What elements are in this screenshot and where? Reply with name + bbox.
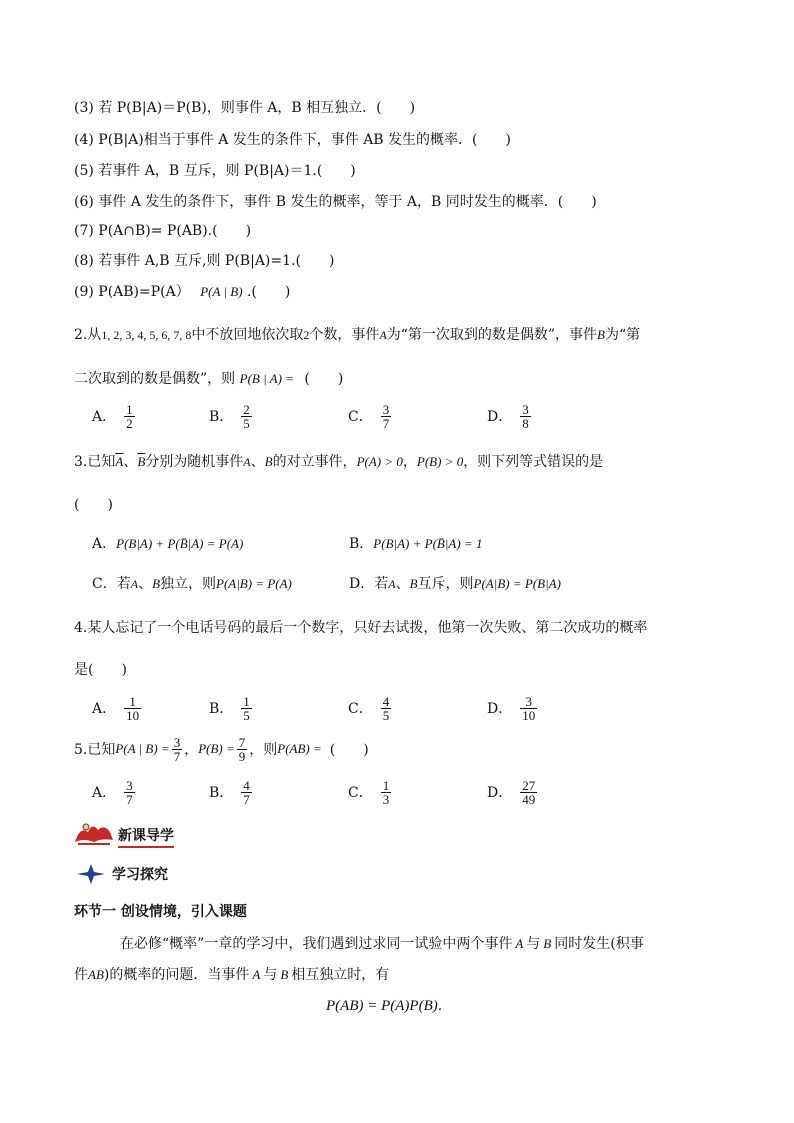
q2-event-a: A (379, 328, 387, 342)
explore-header (76, 863, 168, 885)
q3-option-b[interactable]: B．P(B|A) + P(B̄|A) = 1 (349, 536, 483, 552)
q2-option-d[interactable]: D． $\frac{3}{8}$ (487, 401, 529, 431)
q2-text: 为“第一次取到的数是偶数”，事件 (386, 327, 598, 343)
q3-option-c-expr: P(A|B) = P(A) (216, 576, 292, 591)
q3-text: 的对立事件， (272, 454, 357, 470)
q4-line1: 4.某人忘记了一个电话号码的最后一个数字，只好去试拨，他第一次失败、第二次成功的概率 (74, 620, 648, 636)
q4-line2: 是( ) (74, 662, 127, 678)
q3-option-a[interactable]: A．P(B|A) + P(B̄|A) = P(A) (92, 536, 244, 552)
body-paragraph-line1: 在必修“概率”一章的学习中，我们遇到过求同一试验中两个事件 A 与 B 同时发生(积事 (120, 936, 644, 952)
star-icon (76, 863, 106, 885)
q4-option-b[interactable]: B． $\frac{1}{5}$ (209, 693, 250, 723)
item9-suffix: .( ) (246, 284, 291, 300)
q3-option-d[interactable]: D．若A、B互斥，则P(A|B) = P(B|A) (349, 576, 561, 592)
q3-a-bar: $\overline{A}$ (115, 454, 124, 469)
q2-options (92, 399, 612, 433)
judge-item-4: (4) P(B|A)相当于事件 A 发生的条件下，事件 AB 发生的概率．( ) (74, 132, 511, 148)
q2-event-b: B (597, 327, 605, 342)
body-paragraph-line2: 件AB)的概率的问题．当事件 A 与 B 相互独立时，有 (74, 967, 390, 983)
q3-event-b: B (264, 454, 273, 469)
q3-condition-2: P(B) > 0 (416, 454, 464, 469)
new-lesson-title: 新课导学 (118, 825, 174, 848)
q2-text: 二次取到的数是偶数”，则 (74, 371, 236, 387)
formula: P(AB) = P(A)P(B). (326, 998, 443, 1014)
judge-item-5: (5) 若事件 A，B 互斥，则 P(B|A)＝1.( ) (74, 163, 356, 179)
item9-math: P(A | B) (200, 284, 243, 299)
new-lesson-header (72, 818, 174, 848)
q3-line2: ( ) (74, 497, 113, 513)
q5-options (92, 775, 612, 809)
q3-option-a-expr: P(B|A) + P(B̄|A) = P(A) (116, 536, 244, 551)
q2-text: 为“第 (604, 327, 641, 343)
q5-expr-2: P(B) = (198, 741, 235, 756)
q2-line1 (74, 324, 640, 344)
stage1-title: 环节一 创设情境，引入课题 (74, 904, 247, 920)
q3-text: 分别为随机事件 (145, 454, 244, 470)
q2-blank: ( ) (304, 371, 344, 387)
q3-line1: 3.已知$\overline{A}$、$\overline{B}$分别为随机事件A、B的对立事件，P(A) > 0，P(B) > 0，则下列等式错误的是 (74, 454, 604, 470)
q2-line2 (74, 368, 343, 388)
explore-title: 学习探究 (112, 867, 168, 883)
q3-text: ，则下列等式错误的是 (463, 454, 604, 470)
q3-condition-1: P(A) > 0 (356, 454, 403, 469)
judge-item-7: (7) P(A∩B)= P(AB).( ) (74, 223, 252, 239)
q2-option-c[interactable]: C． $\frac{3}{7}$ (348, 401, 390, 431)
q3-text: 3.已知 (74, 454, 116, 470)
q4-option-a[interactable]: A． $\frac{1}{10}$ (92, 693, 140, 723)
q4-option-c[interactable]: C． $\frac{4}{5}$ (348, 693, 390, 723)
q2-expression: P(B | A) = (239, 371, 294, 386)
q2-option-b[interactable]: B． $\frac{2}{5}$ (209, 401, 250, 431)
q5-stem: 5.已知 P(A | B) = $\frac{3}{7}$ ， P(B) = $\frac{7}{9}$ ，则 P(AB) = ( ) (74, 734, 369, 764)
q2-text: 个数，事件 (309, 327, 380, 343)
q3-option-d-expr: P(A|B) = P(B|A) (473, 576, 561, 591)
q3-option-c[interactable]: C．若A、B独立，则P(A|B) = P(A) (92, 576, 292, 592)
q2-two: 2 (303, 328, 310, 342)
q5-option-d[interactable]: D． $\frac{27}{49}$ (487, 777, 536, 807)
q5-expr-1: P(A | B) = (115, 741, 170, 756)
q2-option-a[interactable]: A． $\frac{1}{2}$ (92, 401, 133, 431)
judge-item-3: (3) 若 P(B|A)＝P(B)，则事件 A，B 相互独立．( ) (74, 100, 416, 116)
judge-item-6: (6) 事件 A 发生的条件下，事件 B 发生的概率，等于 A，B 同时发生的概率．( ) (74, 194, 597, 210)
q5-option-c[interactable]: C． $\frac{1}{3}$ (348, 777, 390, 807)
q3-event-a: A (243, 455, 251, 469)
q5-option-b[interactable]: B． $\frac{4}{7}$ (209, 777, 250, 807)
q3-b-bar: $\overline{B}$ (137, 454, 146, 469)
q4-option-d[interactable]: D． $\frac{3}{10}$ (487, 693, 536, 723)
judge-item-9 (74, 281, 290, 301)
q4-options (92, 691, 612, 725)
judge-item-8: (8) 若事件 A,B 互斥,则 P(B|A)=1.( ) (74, 253, 335, 269)
q5-option-a[interactable]: A． $\frac{3}{7}$ (92, 777, 133, 807)
q2-text: 中不放回地依次取 (191, 327, 304, 343)
q3-option-b-expr: P(B|A) + P(B̄|A) = 1 (373, 536, 483, 551)
q5-expr-3: P(AB) = (277, 741, 322, 756)
q2-numbers: 1, 2, 3, 4, 5, 6, 7, 8 (101, 328, 192, 342)
item9-prefix: (9) P(AB)=P(A） (74, 284, 190, 300)
new-lesson-icon (72, 818, 116, 848)
q2-text: 2.从 (74, 327, 102, 343)
